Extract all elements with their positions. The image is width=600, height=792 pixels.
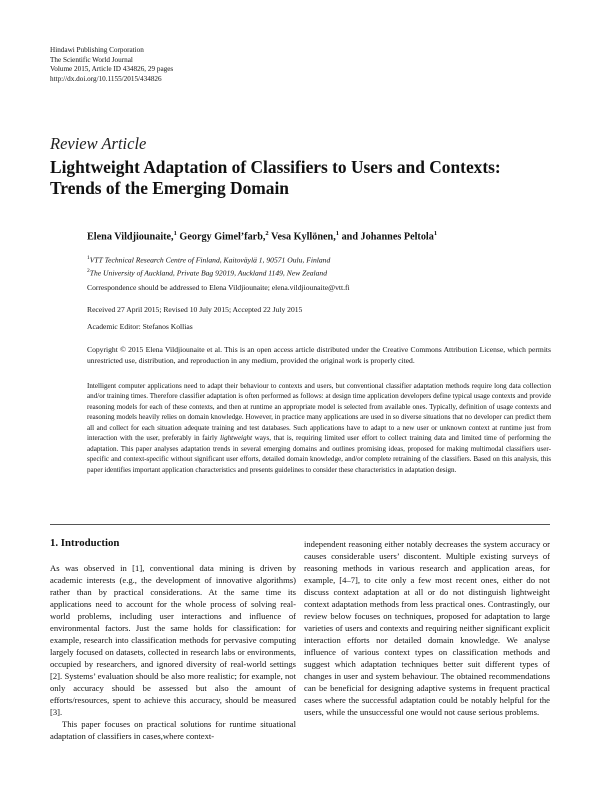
paragraph: independent reasoning either notably decreases the system accuracy or causes considerable users’ discontent. Multiple existing surveys of reasoning methods in various research and application areas, for example, [4–7], to cite only a few most recent ones, either do not discuss context adaptation at all or do not distinguish lightweight context adaptation methods from less practical ones. Contrastingly, our review below focuses on techniques, proposed for adaptation to large varieties of users and contexts and requiring neither significant explicit interaction efforts nor detailed domain knowledge. We analyse influence of various context types on classification methods and suggest which adaptation techniques better suit different types of changes in user and system behaviour. The obtained recommendations can be beneficial for designing adaptive systems in frequent practical cases where the successful adaptation could be notably helpful for the users, while the unsuccessful one would not cause serious problems.: [304, 539, 550, 717]
title-line-2: Trends of the Emerging Domain: [50, 178, 289, 198]
author-name: Elena Vildjiounaite,: [87, 231, 174, 243]
article-type: Review Article: [50, 134, 147, 153]
paragraph: This paper focuses on practical solutions for runtime situational adaptation of classifiers in cases,where context-: [50, 719, 296, 741]
section-divider: [50, 524, 550, 525]
paper-title: [50, 157, 570, 199]
author-affil-mark: 1: [433, 230, 438, 237]
author-name: Georgy Gimel’farb,: [176, 231, 266, 243]
abstract-text: ways, that is, requiring limited user effort to collect training data and limited time of performing the adaptation. This paper analyses adaptation trends in several emerging domains and outlines promising ideas, proposed for making multimodal classifiers user-specific and context-specific without significant user efforts, detailed domain knowledge, and/or complete retraining of the classifiers. Based on this analysis, this paper identifies important application characteristics and presents guidelines to consider these characteristics in adaptation design.: [87, 434, 552, 474]
author-affil-mark: 1: [335, 230, 340, 237]
affil-mark: 2: [87, 267, 90, 274]
title-line-1: Lightweight Adaptation of Classifiers to Users and Contexts:: [50, 157, 501, 177]
abstract-text: Intelligent computer applications need to adapt their behaviour to contexts and users, but conventional classifier adaptation methods require long data collection and/or training times. Therefore classifier adaptation is often performed as follows: at design time application developers define typical usage contexts and provide reasoning models for each of these contexts, and then at runtime an appropriate model is selected from available ones. Typically, definition of usage contexts and reasoning models heavily relies on domain knowledge. However, in practice many applications are used in so diverse situations that no developer can predict them all and collect for each situation adequate training and test databases. Such applications have to adapt to a new user or unknown context at runtime just from interaction with the user, preferably in fairly: [87, 382, 551, 443]
affiliation-text: VTT Technical Research Centre of Finland, Kaitoväylä 1, 90571 Oulu, Finland: [89, 255, 331, 265]
author-affil-mark: 2: [265, 230, 269, 237]
correspondence: Correspondence should be addressed to Elena Vildjiounaite; elena.vildjiounaite@vtt.fi: [87, 283, 350, 292]
affiliations: [87, 253, 330, 278]
section-heading: 1. Introduction: [50, 537, 120, 549]
abstract: [87, 381, 551, 475]
affiliation-text: The University of Auckland, Private Bag 92019, Auckland 1149, New Zealand: [89, 268, 328, 278]
copyright-notice: Copyright © 2015 Elena Vildjiounaite et al. This is an open access article distributed under the Creative Commons Attribution License, which permits unrestricted use, distribution, and reproduction in any medium, provided the original work is properly cited.: [87, 345, 551, 365]
author-list: [87, 230, 437, 242]
right-column: [304, 538, 550, 718]
paragraph: As was observed in [1], conventional data mining is driven by academic interests (e.g., the development of innovative algorithms) rather than by practical considerations. At the same time its applications need to account for the whole process of solving real-world problems, including user interactions and influence of environmental factors. Just the same holds for classification: for example, research into classification methods for pervasive computing largely focused on datasets, collected in research labs or environments, occupied by researchers, and ignored diversity of real-world settings [2]. Systems’ evaluation should be also more realistic; for example, not only accuracy should be assessed but also the amount of efforts/resources, spent to achieve this accuracy, should be measured [3].: [50, 563, 296, 717]
academic-editor: Academic Editor: Stefanos Kollias: [87, 322, 193, 331]
author-affil-mark: 1: [173, 230, 177, 237]
affiliation-item: [87, 266, 330, 279]
journal-header: [50, 46, 173, 84]
author-name: and Johannes Peltola: [339, 231, 434, 243]
journal-name: The Scientific World Journal: [50, 55, 133, 64]
affil-mark: 1: [87, 255, 90, 261]
volume-info: Volume 2015, Article ID 434826, 29 pages: [50, 65, 174, 74]
doi-link[interactable]: http://dx.doi.org/10.1155/2015/434826: [50, 74, 162, 83]
abstract-emphasis: lightweight: [220, 434, 253, 443]
publisher: Hindawi Publishing Corporation: [50, 46, 144, 54]
affiliation-item: [87, 253, 330, 266]
received-dates: Received 27 April 2015; Revised 10 July 2015; Accepted 22 July 2015: [87, 305, 303, 314]
left-column: [50, 562, 296, 742]
author-name: Vesa Kyllönen,: [268, 231, 336, 243]
